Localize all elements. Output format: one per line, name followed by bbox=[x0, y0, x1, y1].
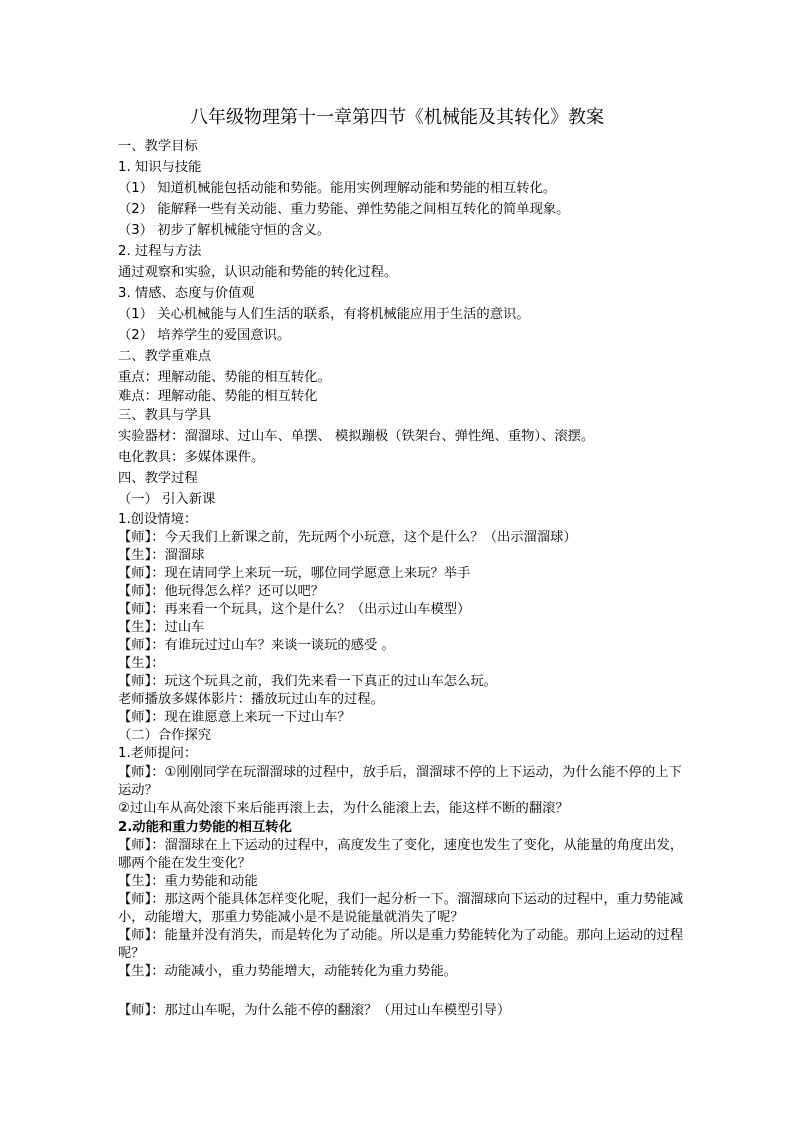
paragraph: 重点：理解动能、势能的相互转化。 bbox=[118, 370, 331, 385]
paragraph: 电化教具：多媒体课件。 bbox=[118, 450, 265, 465]
subheading-intro: （一） 引入新课 bbox=[118, 492, 216, 507]
dialogue-line: 【师】：溜溜球在上下运动的过程中，高度发生了变化，速度也发生了变化，从能量的角度出发，哪两个能在发生变化？ bbox=[118, 838, 684, 871]
subheading-knowledge: 1. 知识与技能 bbox=[118, 160, 202, 175]
subheading-explore: （二）合作探究 bbox=[118, 728, 212, 743]
dialogue-line: 【师】：那这两个能具体怎样变化呢，我们一起分析一下。溜溜球向下运动的过程中，重力势能减小，动能增大，那重力势能减小是不是说能量就消失了呢？ bbox=[118, 892, 684, 925]
objective-item: （1） 关心机械能与人们生活的联系，有将机械能应用于生活的意识。 bbox=[118, 307, 530, 322]
dialogue-line: 【师】：玩这个玩具之前，我们先来看一下真正的过山车怎么玩。 bbox=[118, 674, 497, 689]
section-heading-process: 四、教学过程 bbox=[118, 471, 198, 486]
dialogue-line: 【师】：有谁玩过过山车？来谈一谈玩的感受 。 bbox=[118, 638, 395, 653]
dialogue-line: 【师】：他玩得怎么样？还可以吧？ bbox=[118, 584, 325, 599]
dialogue-line: 【师】：再来看一个玩具，这个是什么？（出示过山车模型） bbox=[118, 602, 471, 617]
dialogue-line: 【生】：重力势能和动能 bbox=[118, 874, 258, 889]
dialogue-line: 【师】：今天我们上新课之前，先玩两个小玩意，这个是什么？（出示溜溜球） bbox=[118, 530, 577, 545]
section-heading-key-points: 二、教学重难点 bbox=[118, 349, 212, 364]
dialogue-line: 【师】：那过山车呢，为什么能不停的翻滚？（用过山车模型引导） bbox=[118, 1003, 511, 1018]
subheading-attitude: 3. 情感、态度与价值观 bbox=[118, 286, 255, 301]
dialogue-line: 【生】：动能减小，重力势能增大，动能转化为重力势能。 bbox=[118, 964, 458, 979]
paragraph: 通过观察和实验，认识动能和势能的转化过程。 bbox=[118, 265, 398, 280]
dialogue-line: 【师】：现在请同学上来玩一玩，哪位同学愿意上来玩？举手 bbox=[118, 566, 471, 581]
dialogue-line: 【生】： bbox=[118, 656, 165, 671]
dialogue-line: 【师】：现在谁愿意上来玩一下过山车？ bbox=[118, 710, 351, 725]
paragraph: 实验器材：溜溜球、过山车、单摆、 模拟蹦极（铁架台、弹性绳、重物）、滚摆。 bbox=[118, 429, 595, 444]
objective-item: （2） 能解释一些有关动能、重力势能、弹性势能之间相互转化的简单现象。 bbox=[118, 202, 570, 217]
paragraph: 1.老师提问： bbox=[118, 746, 198, 761]
section-heading-objectives: 一、教学目标 bbox=[118, 139, 198, 154]
dialogue-line: 【师】：能量并没有消失，而是转化为了动能。所以是重力势能转化为了动能。那向上运动的过程呢？ bbox=[118, 928, 684, 961]
paragraph: 1.创设情境： bbox=[118, 512, 198, 527]
dialogue-line: 【生】：溜溜球 bbox=[118, 548, 205, 563]
objective-item: （3） 初步了解机械能守恒的含义。 bbox=[118, 223, 331, 238]
subheading-process: 2. 过程与方法 bbox=[118, 244, 202, 259]
subheading-energy-conversion: 2.动能和重力势能的相互转化 bbox=[118, 820, 292, 835]
paragraph: 难点：理解动能、势能的相互转化 bbox=[118, 389, 318, 404]
objective-item: （1） 知道机械能包括动能和势能。能用实例理解动能和势能的相互转化。 bbox=[118, 181, 557, 196]
paragraph: 老师播放多媒体影片：播放玩过山车的过程。 bbox=[118, 692, 384, 707]
document-title: 八年级物理第十一章第四节《机械能及其转化》教案 bbox=[190, 107, 604, 128]
dialogue-line: 【师】：①刚刚同学在玩溜溜球的过程中，放手后，溜溜球不停的上下运动，为什么能不停的上下运动？ bbox=[118, 765, 682, 798]
paragraph: ②过山车从高处滚下来后能再滚上去，为什么能滚上去，能这样不断的翻滚？ bbox=[118, 801, 569, 816]
objective-item: （2） 培养学生的爱国意识。 bbox=[118, 328, 291, 343]
section-heading-materials: 三、教具与学具 bbox=[118, 408, 212, 423]
dialogue-line: 【生】：过山车 bbox=[118, 620, 205, 635]
